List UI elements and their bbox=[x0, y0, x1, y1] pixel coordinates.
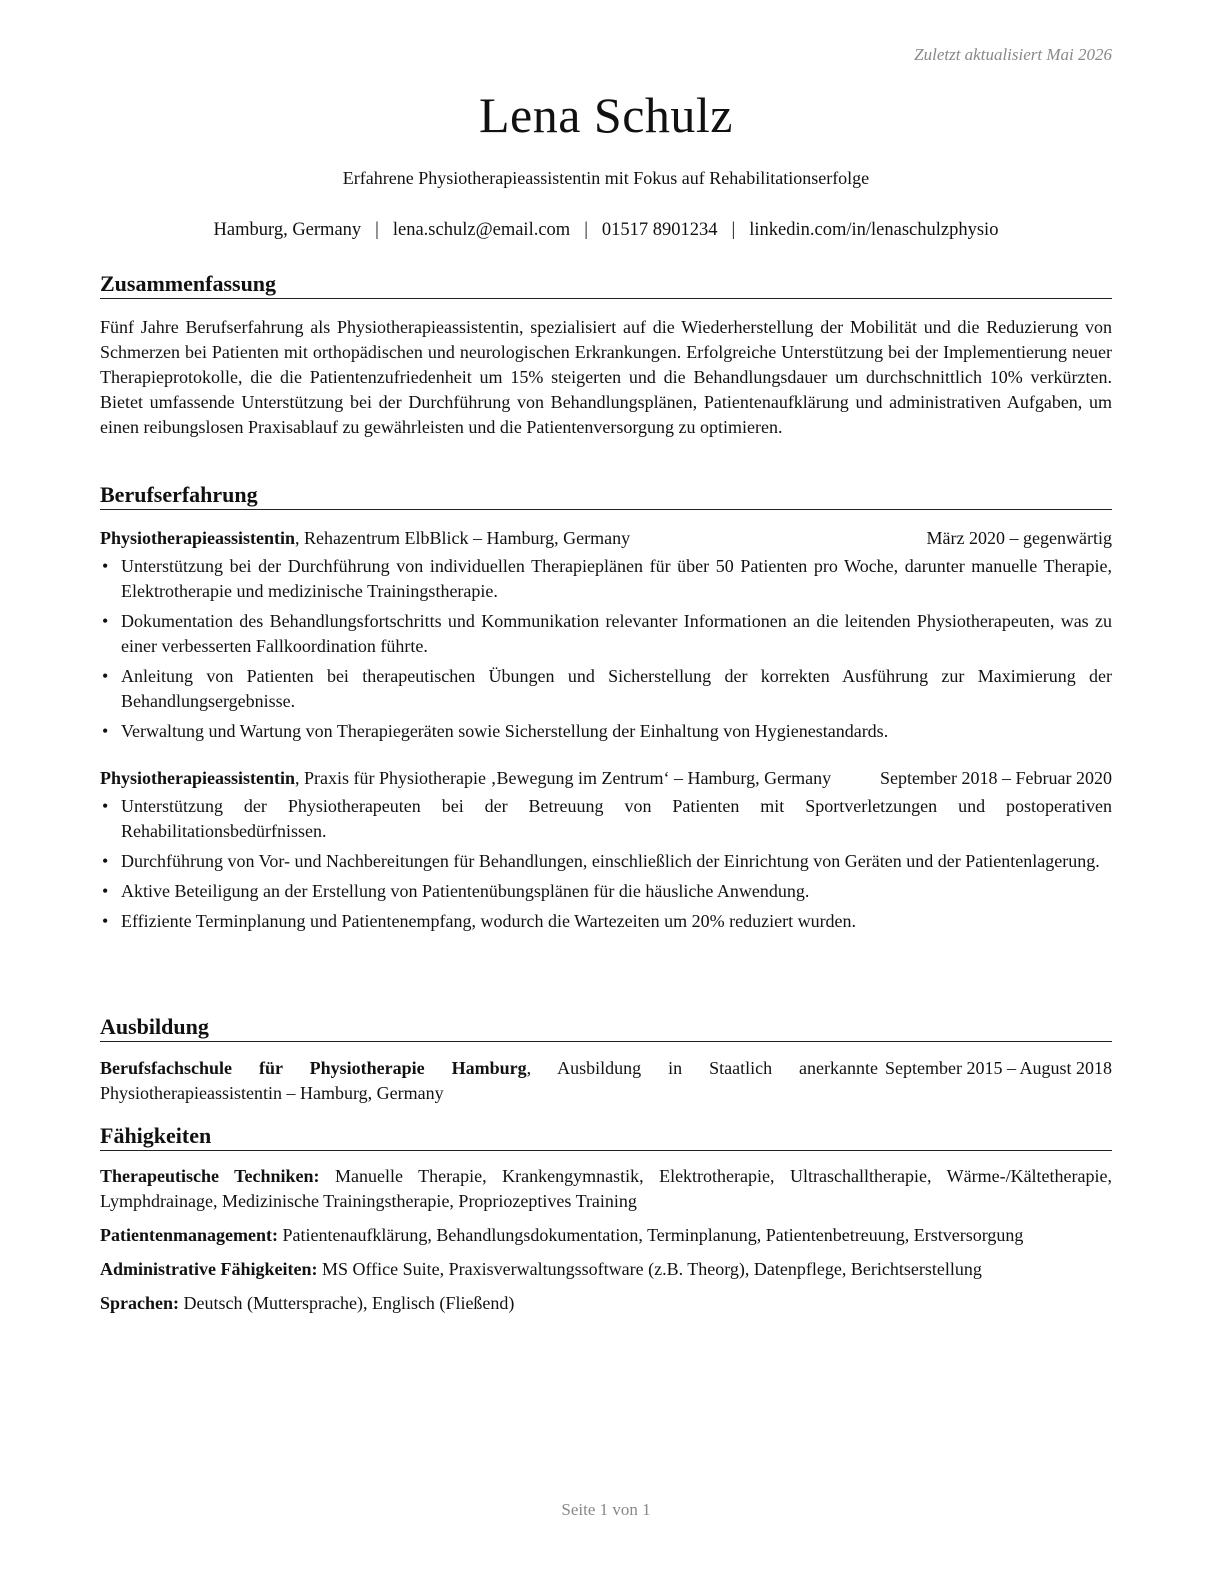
job-role: Physiotherapieassistentin bbox=[100, 768, 296, 788]
education-school: Berufsfachschule für Physiotherapie Hamburg bbox=[100, 1058, 527, 1078]
page-number: Seite 1 von 1 bbox=[561, 1500, 651, 1519]
person-name: Lena Schulz bbox=[478, 87, 733, 143]
list-item: • Durchführung von Vor- und Nachbereitungen für Behandlungen, einschließlich der Einrichtung von Geräten und der Patientenlagerung. bbox=[100, 849, 1112, 874]
list-item: • Unterstützung der Physiotherapeuten bei der Betreuung von Patienten mit Sportverletzungen und postoperativen Rehabilitationsbedürfnissen. bbox=[100, 794, 1112, 844]
job-bullets bbox=[100, 554, 1112, 744]
job-title-line bbox=[100, 526, 630, 551]
section-title: Ausbildung bbox=[100, 1013, 1112, 1042]
skill-value: Deutsch (Muttersprache), Englisch (Fließend) bbox=[179, 1293, 515, 1313]
skill-label: Sprachen: bbox=[100, 1293, 180, 1313]
summary-section bbox=[100, 270, 1112, 440]
tagline: Erfahrene Physiotherapieassistentin mit Fokus auf Rehabilitationserfolge bbox=[342, 168, 870, 188]
section-title: Berufserfahrung bbox=[100, 481, 1112, 510]
skill-label: Therapeutische Techniken: bbox=[100, 1166, 320, 1186]
skills-list bbox=[100, 1164, 1112, 1316]
education-title-line bbox=[100, 1056, 878, 1106]
list-item: • Effiziente Terminplanung und Patientenempfang, wodurch die Wartezeiten um 20% reduziert wurden. bbox=[100, 909, 1112, 934]
job-role: Physiotherapieassistentin bbox=[100, 528, 296, 548]
job-entry bbox=[100, 766, 1112, 934]
skill-value: MS Office Suite, Praxisverwaltungssoftware (z.B. Theorg), Datenpflege, Berichtserstellung bbox=[317, 1259, 982, 1279]
experience-section bbox=[100, 481, 1112, 939]
list-item: • Dokumentation des Behandlungsfortschritts und Kommunikation relevanter Informationen an die leitenden Physiotherapeuten, was zu einer verbesserten Fallkoordination führte. bbox=[100, 609, 1112, 659]
job-header bbox=[100, 766, 1112, 791]
skill-label: Administrative Fähigkeiten: bbox=[100, 1259, 318, 1279]
contact-linkedin[interactable]: linkedin.com/in/lenaschulzphysio bbox=[749, 220, 999, 240]
skill-label: Patientenmanagement: bbox=[100, 1225, 278, 1245]
list-item: • Verwaltung und Wartung von Therapiegeräten sowie Sicherstellung der Einhaltung von Hygienestandards. bbox=[100, 719, 1112, 744]
section-title: Fähigkeiten bbox=[100, 1122, 1112, 1151]
skills-section bbox=[100, 1122, 1112, 1325]
job-org: , Rehazentrum ElbBlick – Hamburg, Germany bbox=[295, 528, 631, 548]
job-dates: März 2020 – gegenwärtig bbox=[926, 528, 1112, 548]
contact-separator: | bbox=[375, 220, 379, 240]
list-item: • Unterstützung bei der Durchführung von individuellen Therapieplänen für über 50 Patienten pro Woche, darunter manuelle Therapie, Elektrotherapie und medizinische Trainingstherapie. bbox=[100, 554, 1112, 604]
section-title: Zusammenfassung bbox=[100, 270, 1112, 299]
last-updated: Zuletzt aktualisiert Mai 2026 bbox=[914, 45, 1112, 64]
skill-row bbox=[100, 1223, 1112, 1248]
education-detail: , Ausbildung in Staatlich anerkannte Physiotherapieassistentin – Hamburg, Germany bbox=[100, 1058, 879, 1103]
contact-phone: 01517 8901234 bbox=[601, 220, 718, 240]
job-bullets bbox=[100, 794, 1112, 934]
job-entry bbox=[100, 526, 1112, 744]
skill-row bbox=[100, 1257, 1112, 1282]
contact-line bbox=[0, 220, 1212, 241]
skill-value: Patientenaufklärung, Behandlungsdokumentation, Terminplanung, Patientenbetreuung, Erstversorgung bbox=[277, 1225, 1024, 1245]
summary-text: Fünf Jahre Berufserfahrung als Physiotherapieassistentin, spezialisiert auf die Wiederherstellung der Mobilität und die Reduzierung von Schmerzen bei Patienten mit orthopädischen und neurologischen Erkrankungen. Erfolgreiche Unterstützung bei der Implementierung neuer Therapieprotokolle, die die Patientenzufriedenheit um 15% steigerten und die Behandlungsdauer um durchschnittlich 10% verkürzten. Bietet umfassende Unterstützung bei der Durchführung von Behandlungsplänen, Patientenaufklärung und administrativen Aufgaben, um einen reibungslosen Praxisablauf zu gewährleisten und die Patientenversorgung zu optimieren. bbox=[100, 317, 1112, 437]
job-header bbox=[100, 526, 1112, 551]
education-entry bbox=[100, 1056, 1112, 1106]
job-dates: September 2018 – Februar 2020 bbox=[880, 768, 1112, 788]
contact-separator: | bbox=[731, 220, 736, 240]
job-org: , Praxis für Physiotherapie ‚Bewegung im Zentrum‘ – Hamburg, Germany bbox=[295, 768, 832, 788]
education-section bbox=[100, 1013, 1112, 1106]
contact-location: Hamburg, Germany bbox=[213, 220, 362, 240]
contact-separator: | bbox=[584, 220, 588, 240]
education-dates: September 2015 – August 2018 bbox=[885, 1058, 1112, 1078]
contact-email[interactable]: lena.schulz@email.com bbox=[392, 220, 571, 240]
list-item: • Aktive Beteiligung an der Erstellung von Patientenübungsplänen für die häusliche Anwendung. bbox=[100, 879, 1112, 904]
list-item: • Anleitung von Patienten bei therapeutischen Übungen und Sicherstellung der korrekten Ausführung zur Maximierung der Behandlungsergebnisse. bbox=[100, 664, 1112, 714]
skill-row bbox=[100, 1291, 1112, 1316]
skill-value: Manuelle Therapie, Krankengymnastik, Elektrotherapie, Ultraschalltherapie, Wärme-/Kältetherapie, Lymphdrainage, Medizinische Trainingstherapie, Propriozeptives Training bbox=[100, 1166, 1113, 1211]
skill-row bbox=[100, 1164, 1112, 1214]
job-title-line bbox=[100, 766, 880, 791]
